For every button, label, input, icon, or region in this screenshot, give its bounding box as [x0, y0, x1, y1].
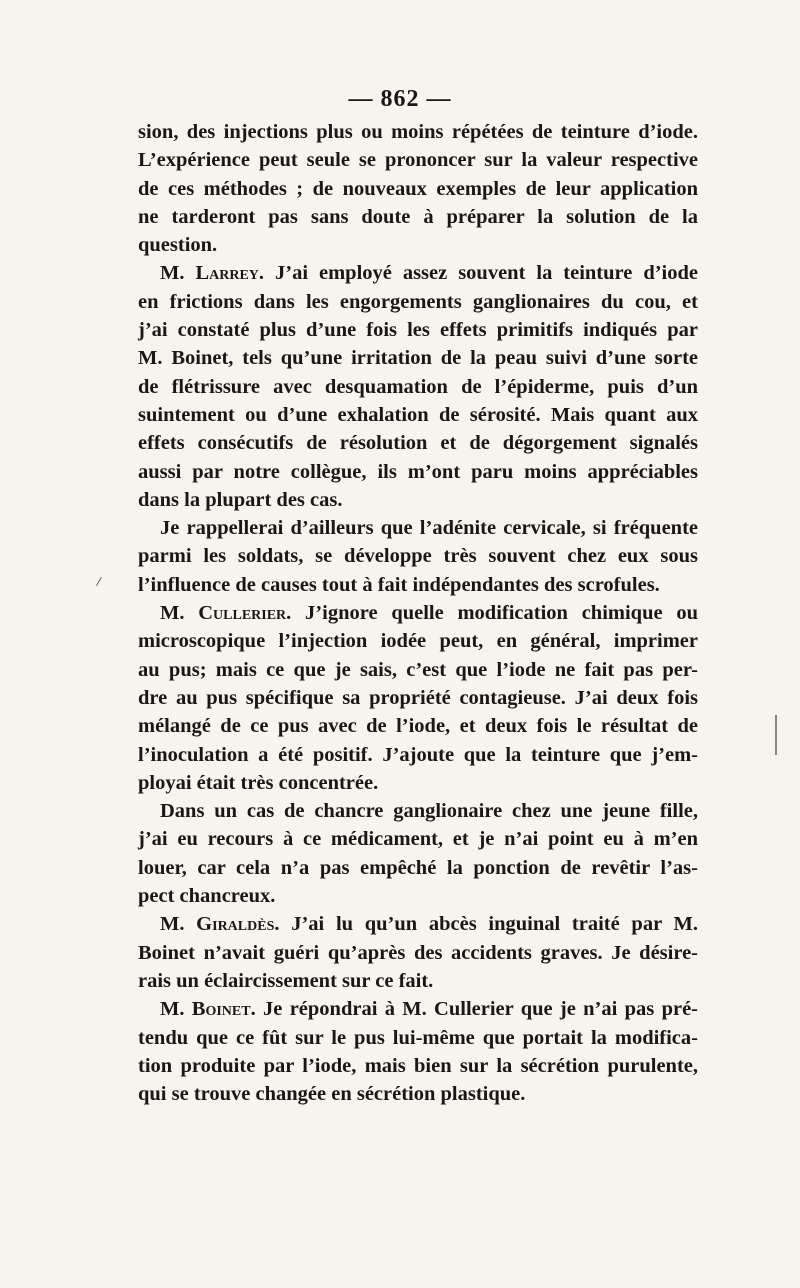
- line-text: Je répondrai à M. Cullerier que je n’ai pas pré-: [255, 998, 698, 1021]
- text-line: [138, 146, 698, 174]
- line-text: J’ignore quelle modification chimique ou: [291, 602, 698, 625]
- text-line: [138, 458, 698, 486]
- text-line: [138, 741, 698, 769]
- text-line: [138, 599, 698, 627]
- text-line: [138, 882, 698, 910]
- text-line: [138, 486, 698, 514]
- text-line: [138, 373, 698, 401]
- line-text: L’expérience peut seule se prononcer sur la valeur respective: [138, 149, 698, 172]
- margin-rule: [775, 715, 777, 755]
- text-line: [138, 854, 698, 882]
- line-text: dre au pus spécifique sa propriété contagieuse. J’ai deux fois: [138, 686, 698, 709]
- speaker-name: M. Larrey.: [160, 262, 265, 285]
- line-text: Je rappellerai d’ailleurs que l’adénite cervicale, si fréquente: [160, 517, 698, 540]
- text-line: [138, 203, 698, 231]
- text-line: [138, 316, 698, 344]
- line-text: louer, car cela n’a pas empêché la ponction de revêtir l’as-: [138, 856, 698, 879]
- text-line: [138, 627, 698, 655]
- text-line: [138, 429, 698, 457]
- text-line: [138, 175, 698, 203]
- line-text: l’inoculation a été positif. J’ajoute que la teinture que j’em-: [138, 743, 698, 766]
- line-text: effets consécutifs de résolution et de dégorgement signalés: [138, 432, 698, 455]
- text-line: [138, 684, 698, 712]
- line-text: M. Boinet, tels qu’une irritation de la peau suivi d’une sorte: [138, 347, 698, 370]
- line-text: aussi par notre collègue, ils m’ont paru moins appréciables: [138, 460, 698, 483]
- text-line: [138, 344, 698, 372]
- line-text: sion, des injections plus ou moins répétées de teinture d’iode.: [138, 121, 698, 143]
- line-text: ployai était très concentrée.: [138, 771, 379, 794]
- line-text: parmi les soldats, se développe très souvent chez eux sous: [138, 545, 698, 568]
- speaker-name: M. Cullerier.: [160, 602, 292, 625]
- margin-mark: [96, 577, 107, 589]
- speaker-name: M. Giraldès.: [160, 913, 280, 936]
- line-text: pect chancreux.: [138, 885, 276, 908]
- text-line: [138, 401, 698, 429]
- text-line: [138, 259, 698, 287]
- line-text: en frictions dans les engorgements ganglionaires du cou, et: [138, 290, 698, 313]
- text-line: [138, 939, 698, 967]
- text-line: [138, 514, 698, 542]
- line-text: question.: [138, 234, 218, 257]
- line-text: microscopique l’injection iodée peut, en général, imprimer: [138, 630, 698, 653]
- body-text: [138, 118, 698, 1108]
- text-line: [138, 712, 698, 740]
- line-text: Dans un cas de chancre ganglionaire chez une jeune fille,: [160, 800, 698, 823]
- speaker-name: M. Boinet.: [160, 998, 256, 1021]
- text-line: [138, 231, 698, 259]
- text-line: [138, 542, 698, 570]
- text-line: [138, 1024, 698, 1052]
- text-line: [138, 1052, 698, 1080]
- text-line: [138, 571, 698, 599]
- line-text: tendu que ce fût sur le pus lui-même que portait la modifica-: [138, 1026, 698, 1049]
- text-line: [138, 825, 698, 853]
- text-line: [138, 288, 698, 316]
- line-text: au pus; mais ce que je sais, c’est que l’iode ne fait pas per-: [138, 658, 698, 681]
- line-text: dans la plupart des cas.: [138, 488, 343, 511]
- line-text: J’ai lu qu’un abcès inguinal traité par M.: [279, 913, 698, 936]
- text-line: [138, 118, 698, 146]
- line-text: l’influence de causes tout à fait indépendantes des scrofules.: [138, 573, 660, 596]
- line-text: j’ai constaté plus d’une fois les effets primitifs indiqués par: [138, 319, 698, 342]
- line-text: suintement ou d’une exhalation de sérosité. Mais quant aux: [138, 403, 698, 426]
- line-text: mélangé de ce pus avec de l’iode, et deux fois le résultat de: [138, 715, 698, 738]
- page-number: — 862 —: [348, 86, 452, 112]
- text-line: [138, 797, 698, 825]
- text-line: [138, 995, 698, 1023]
- text-line: [138, 769, 698, 797]
- line-text: de ces méthodes ; de nouveaux exemples de leur application: [138, 177, 698, 200]
- text-line: [138, 1080, 698, 1108]
- text-line: [138, 656, 698, 684]
- line-text: J’ai employé assez souvent la teinture d’iode: [264, 262, 698, 285]
- text-line: [138, 967, 698, 995]
- line-text: tion produite par l’iode, mais bien sur la sécrétion purulente,: [138, 1054, 698, 1077]
- line-text: j’ai eu recours à ce médicament, et je n’ai point eu à m’en: [138, 828, 698, 851]
- line-text: de flétrissure avec desquamation de l’épiderme, puis d’un: [138, 375, 698, 398]
- line-text: rais un éclaircissement sur ce fait.: [138, 969, 434, 992]
- line-text: Boinet n’avait guéri qu’après des accidents graves. Je désire-: [138, 941, 698, 964]
- text-line: [138, 910, 698, 938]
- line-text: qui se trouve changée en sécrétion plastique.: [138, 1083, 526, 1106]
- line-text: ne tarderont pas sans doute à préparer la solution de la: [138, 205, 698, 228]
